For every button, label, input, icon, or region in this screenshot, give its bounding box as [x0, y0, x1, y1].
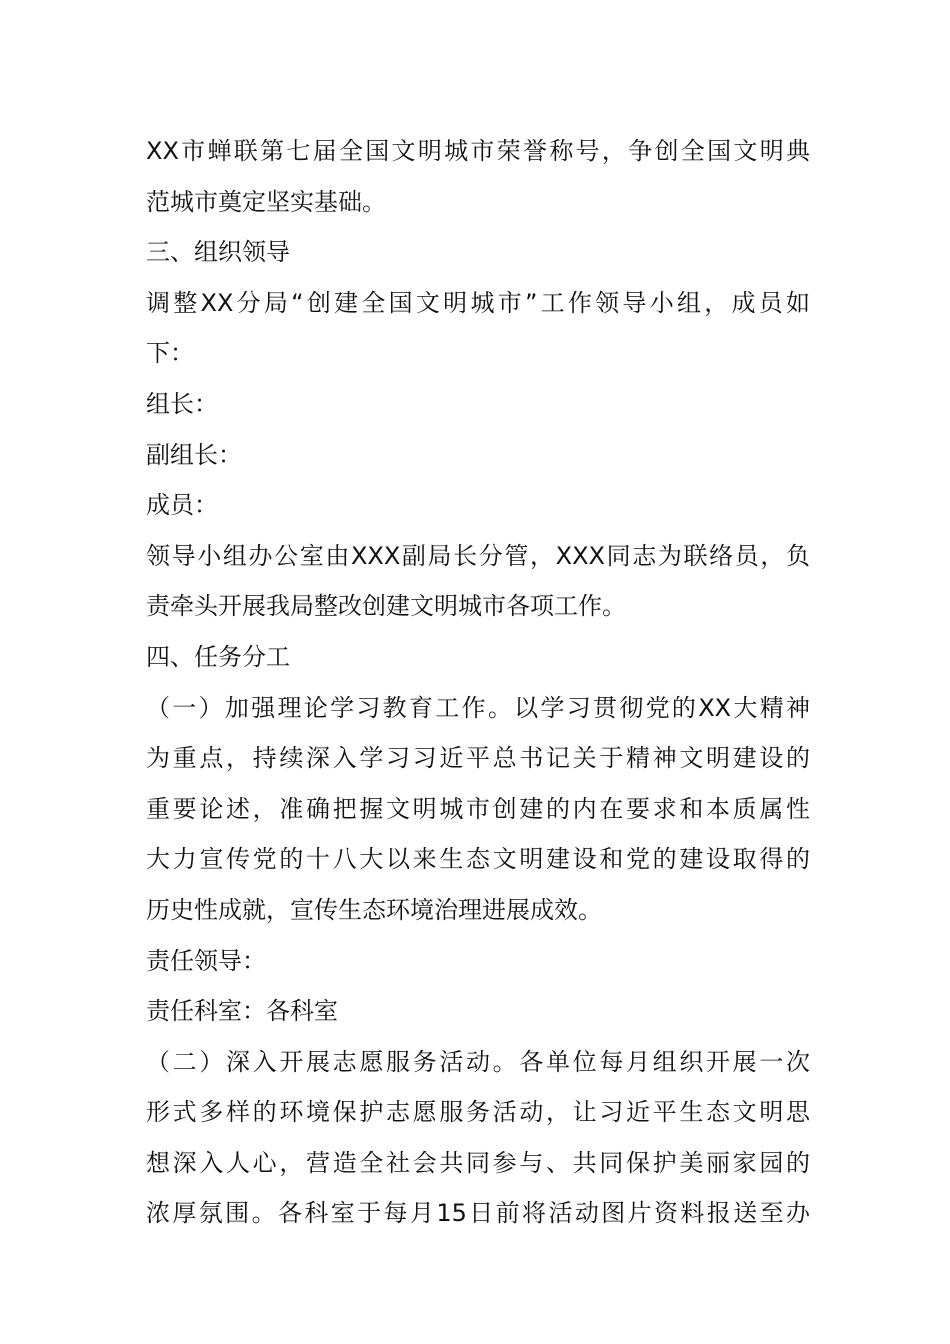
paragraph-line: 想深入人心，营造全社会共同参与、共同保护美丽家园的	[146, 1148, 810, 1177]
paragraph-line: 重要论述，准确把握文明城市创建的内在要求和本质属性	[146, 794, 810, 823]
paragraph-line: 大力宣传党的十八大以来生态文明建设和党的建设取得的	[146, 845, 810, 874]
responsible-office-label: 责任科室：各科室	[146, 997, 338, 1026]
paragraph-line: 责牵头开展我局整改创建文明城市各项工作。	[146, 592, 626, 621]
paragraph-line: 浓厚氛围。各科室于每月15日前将活动图片资料报送至办	[146, 1199, 810, 1228]
paragraph-line: （一）加强理论学习教育工作。以学习贯彻党的XX大精神	[146, 693, 810, 722]
paragraph-line: 为重点，持续深入学习习近平总书记关于精神文明建设的	[146, 744, 810, 773]
responsible-leader-label: 责任领导：	[146, 946, 266, 975]
deputy-leader-label: 副组长：	[146, 440, 242, 469]
paragraph-line: 领导小组办公室由XXX副局长分管，XXX同志为联络员，负	[146, 541, 810, 570]
paragraph-line: XX市蝉联第七届全国文明城市荣誉称号，争创全国文明典	[146, 137, 810, 165]
team-leader-label: 组长：	[146, 389, 218, 418]
section-heading: 四、任务分工	[146, 642, 290, 671]
document-body	[146, 126, 810, 1239]
paragraph-line: 形式多样的环境保护志愿服务活动，让习近平生态文明思	[146, 1098, 810, 1127]
section-heading: 三、组织领导	[146, 238, 290, 267]
paragraph-line: （二）深入开展志愿服务活动。各单位每月组织开展一次	[146, 1047, 810, 1076]
paragraph-line: 下：	[146, 339, 194, 368]
members-label: 成员：	[146, 491, 218, 520]
paragraph-line: 调整XX分局“创建全国文明城市”工作领导小组，成员如	[146, 288, 810, 317]
paragraph-line: 范城市奠定坚实基础。	[146, 187, 386, 216]
paragraph-line: 历史性成就，宣传生态环境治理进展成效。	[146, 895, 602, 924]
